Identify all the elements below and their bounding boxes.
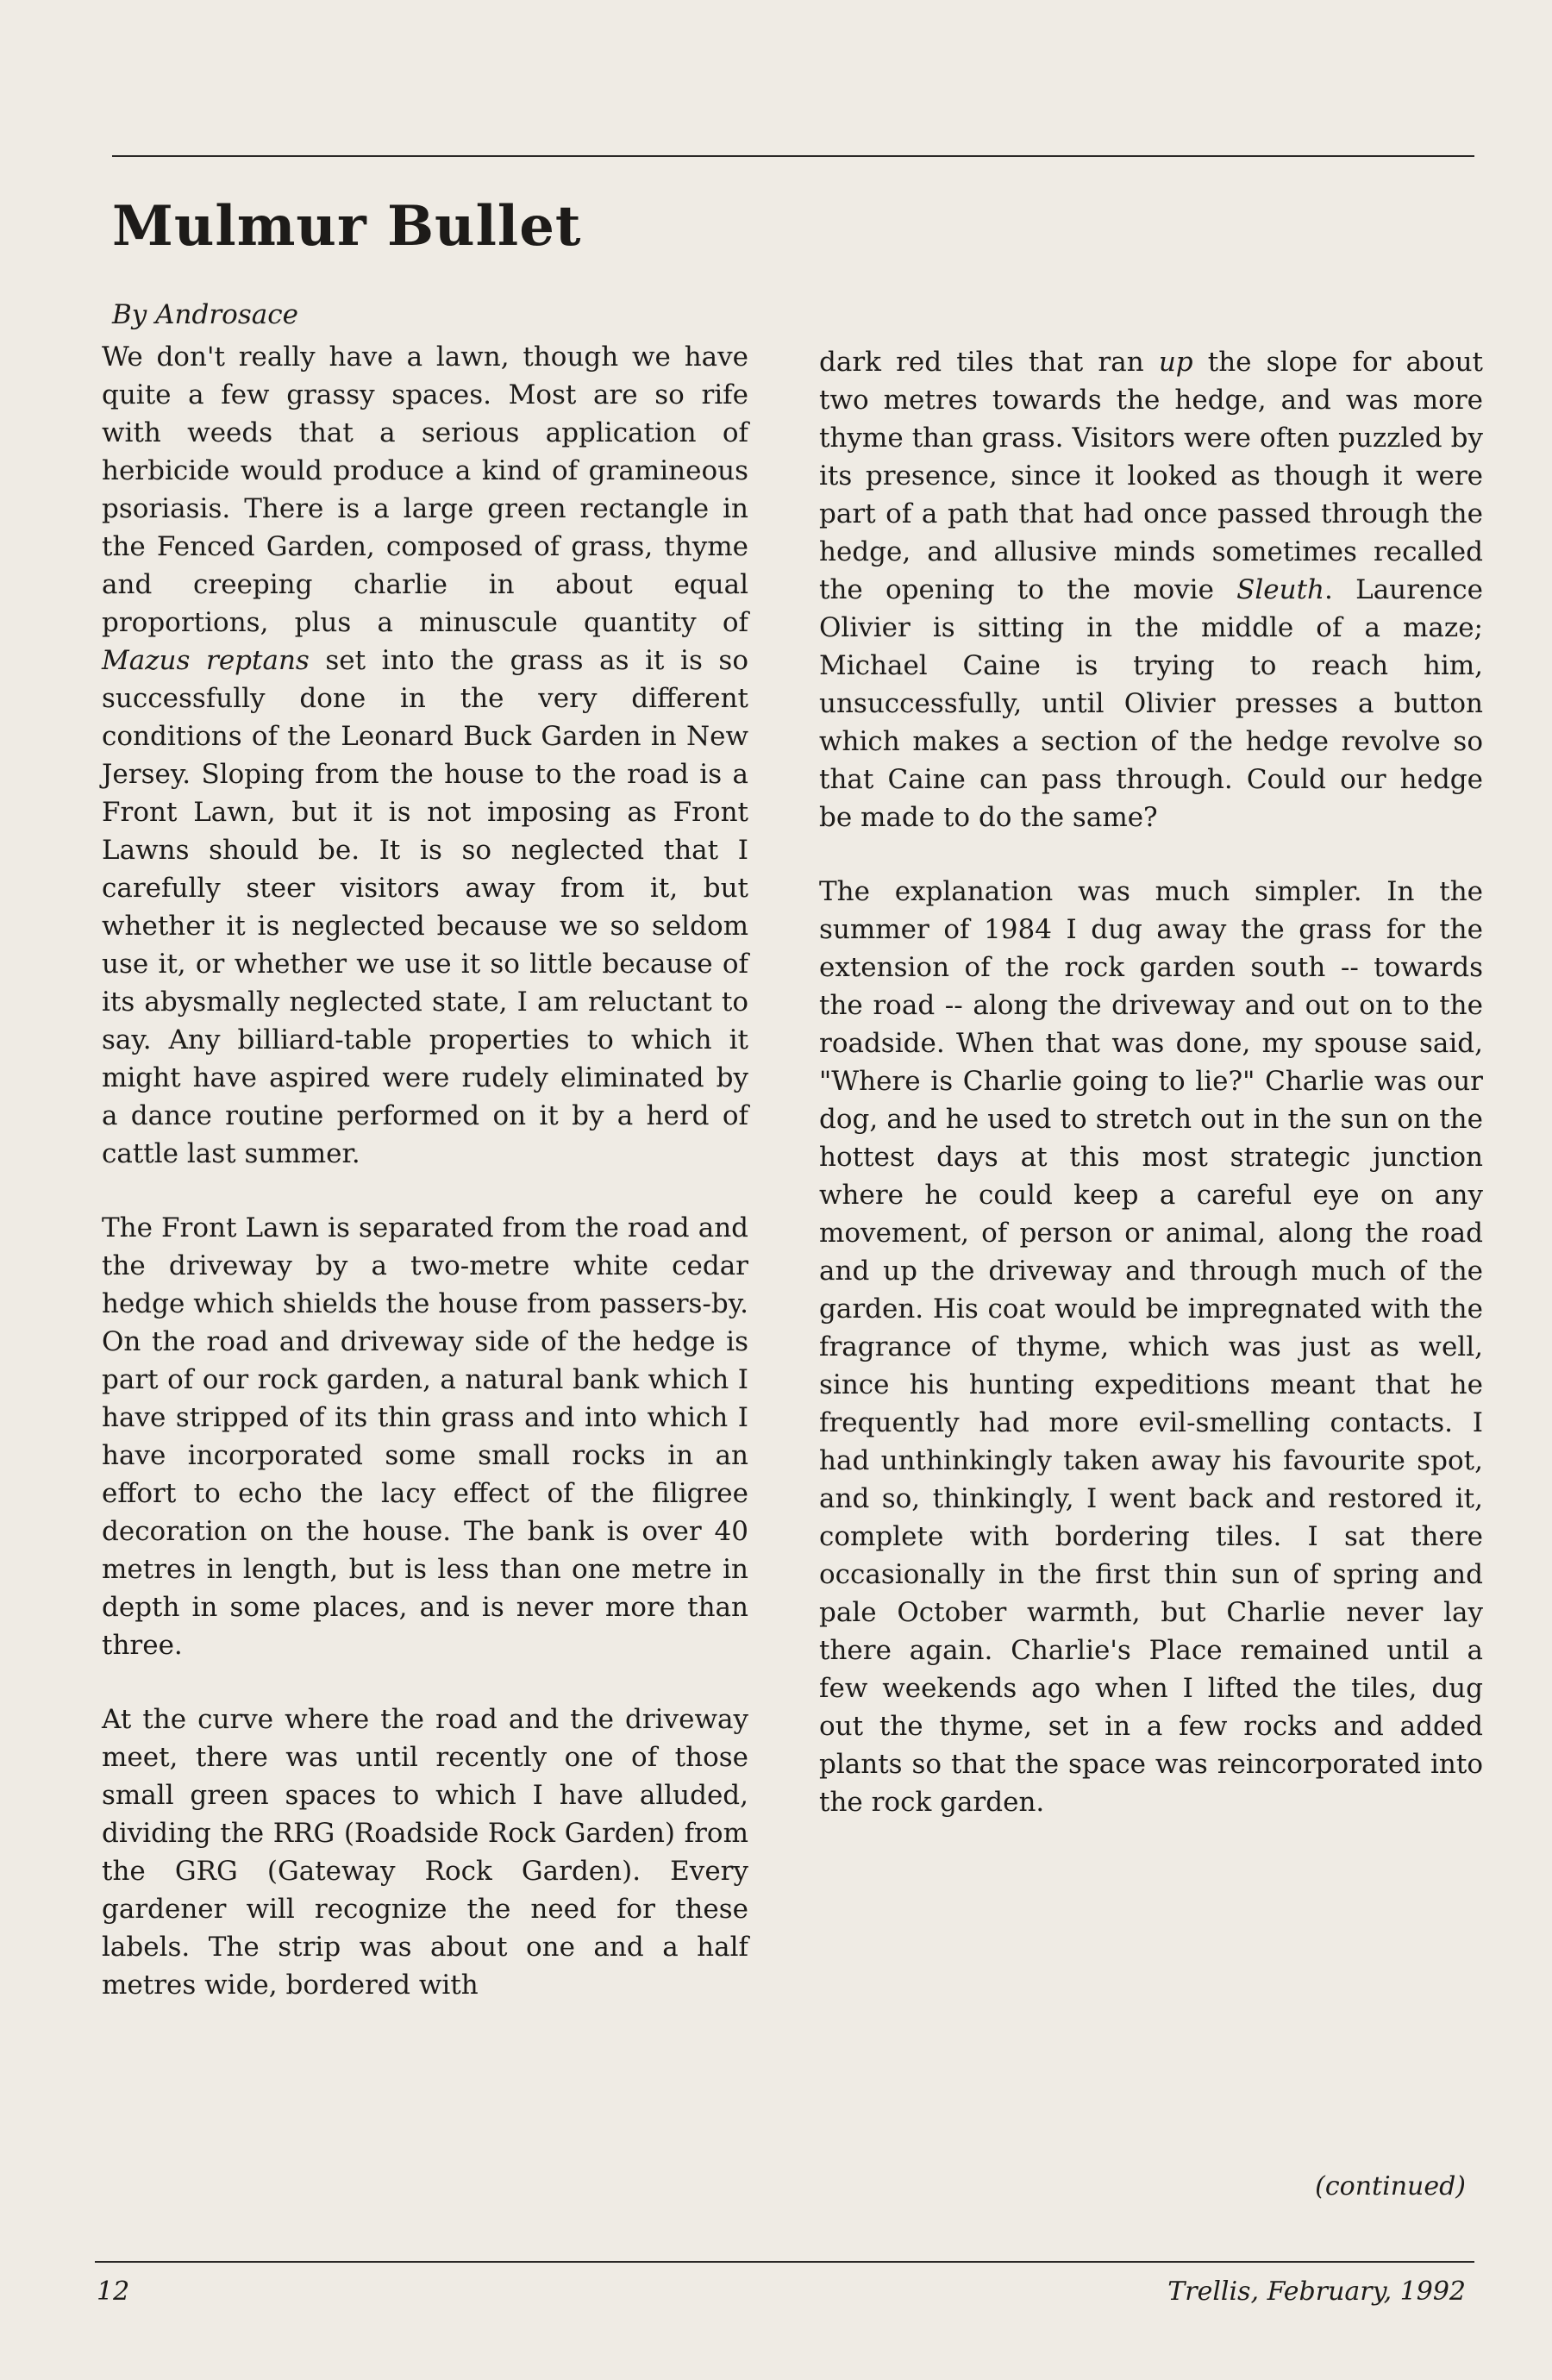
italic-movie-title: Sleuth bbox=[1236, 574, 1325, 605]
right-column bbox=[819, 343, 1483, 1821]
left-column bbox=[102, 338, 748, 2004]
paragraph: We don't really have a lawn, though we have quite a few grassy spaces. Most are so rife with weeds that a serious application of herbicide would produce a kind of gramineous psoriasis. There is a large green rectangle in the Fenced Garden, composed of grass, thyme and creeping charlie in about equal proportions, plus a minuscule quantity of Mazus reptans set into the grass as it is so successfully done in the very different conditions of the Leonard Buck Garden in New Jersey. Sloping from the house to the road is a Front Lawn, but it is not imposing as Front Lawns should be. It is so neglected that I carefully steer visitors away from it, but whether it is neglected because we so seldom use it, or whether we use it so little because of its abysmally neglected state, I am reluctant to say. Any billiard-table properties to which it might have aspired were rudely eliminated by a dance routine performed on it by a herd of cattle last summer. bbox=[102, 341, 748, 1169]
bottom-rule bbox=[95, 2261, 1474, 2263]
publication-footer: Trellis, February, 1992 bbox=[1167, 2277, 1466, 2307]
paragraph: At the curve where the road and the driveway meet, there was until recently one of those small green spaces to which I have alluded, dividing the RRG (Roadside Rock Garden) from the GRG (Gateway Rock Garden). Every gardener will recognize the need for these labels. The strip was about one and a half metres wide, bordered with bbox=[102, 1704, 748, 2001]
italic-plant-name: Mazus reptans bbox=[102, 645, 310, 676]
paragraph: The Front Lawn is separated from the road and the driveway by a two-metre white cedar hedge which shields the house from passers-by. On the road and driveway side of the hedge is part of our rock garden, a natural bank which I have stripped of its thin grass and into which I have incorporated some small rocks in an effort to echo the lacy effect of the filigree decoration on the house. The bank is over 40 metres in length, but is less than one metre in depth in some places, and is never more than three. bbox=[102, 1212, 748, 1661]
paragraph: dark red tiles that ran up the slope for about two metres towards the hedge, and was more thyme than grass. Visitors were often puzzled by its presence, since it looked as though it were part of a path that had once passed through the hedge, and allusive minds sometimes recalled the opening to the movie Sleuth. Laurence Olivier is sitting in the middle of a maze; Michael Caine is trying to reach him, unsuccessfully, until Olivier presses a button which makes a section of the hedge revolve so that Caine can pass through. Could our hedge be made to do the same? bbox=[819, 347, 1483, 833]
paragraph: The explanation was much simpler. In the summer of 1984 I dug away the grass for the extension of the rock garden south -- towards the road -- along the driveway and out on to the roadside. When that was done, my spouse said, "Where is Charlie going to lie?" Charlie was our dog, and he used to stretch out in the sun on the hottest days at this most strategic junction where he could keep a careful eye on any movement, of person or animal, along the road and up the driveway and through much of the garden. His coat would be impregnated with the fragrance of thyme, which was just as well, since his hunting expeditions meant that he frequently had more evil-smelling contacts. I had unthinkingly taken away his favourite spot, and so, thinkingly, I went back and restored it, complete with bordering tiles. I sat there occasionally in the first thin sun of spring and pale October warmth, but Charlie never lay there again. Charlie's Place remained until a few weekends ago when I lifted the tiles, dug out the thyme, set in a few rocks and added plants so that the space was reincorporated into the rock garden. bbox=[819, 876, 1483, 1818]
top-rule bbox=[112, 155, 1474, 157]
article-byline: By Androsace bbox=[112, 299, 298, 330]
article-title: Mulmur Bullet bbox=[112, 194, 582, 259]
page-number: 12 bbox=[97, 2277, 130, 2307]
italic-word: up bbox=[1158, 347, 1193, 378]
continued-label: (continued) bbox=[1315, 2171, 1466, 2202]
